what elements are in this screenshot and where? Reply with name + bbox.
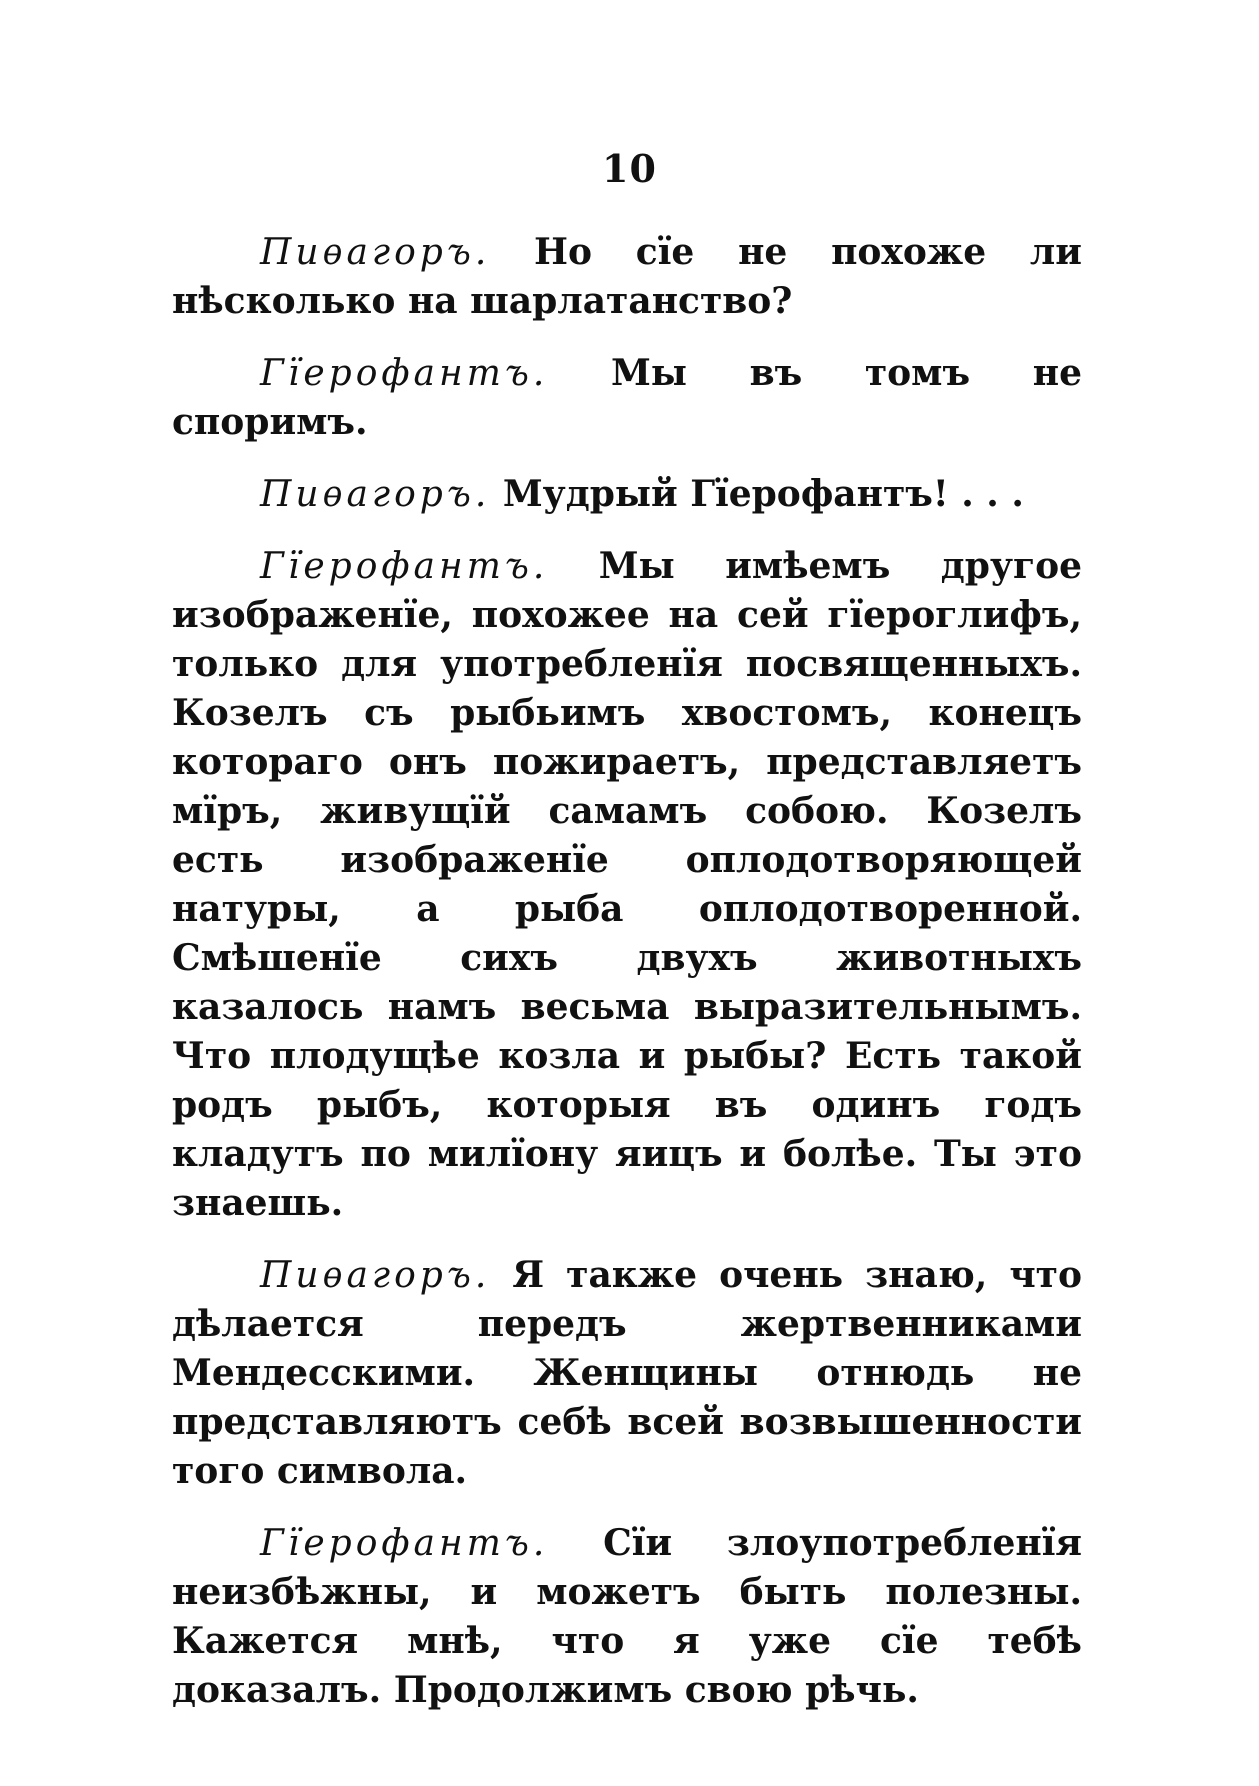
speech-text: Сїи злоупотребленїя неизбѣжны, и можетъ быть полезны. Кажется мнѣ, что я уже сїе тебѣ доказалъ. Продолжимъ свою рѣчь. [172, 1522, 1082, 1711]
speech-text: Мы въ томъ не споримъ. [172, 352, 1082, 443]
speaker-name: Гїерофантъ. [260, 353, 549, 394]
speech-text: Мудрый Гїерофантъ! . . . [490, 473, 1024, 515]
speaker-name: Пиѳагоръ. [260, 1255, 491, 1296]
speaker-name: Гїерофантъ. [260, 546, 549, 587]
dialogue-paragraph [172, 228, 1082, 326]
dialogue-paragraph [172, 1519, 1082, 1715]
speaker-name: Гїерофантъ. [260, 1523, 549, 1564]
dialogue-paragraph [172, 542, 1082, 1228]
page-number: 10 [602, 146, 657, 191]
dialogue-paragraph [172, 349, 1082, 447]
dialogue-text [172, 228, 1082, 1738]
speech-text: Мы имѣемъ другое изображенїе, похожее на сей гїероглифъ, только для употребленїя посвященныхъ. Козелъ съ рыбьимъ хвостомъ, конецъ котораго онъ пожираетъ, представляетъ мїръ, живущїй самамъ собою. Козелъ есть изображенїе оплодотворяющей натуры, а рыба оплодотворенной. Смѣшенїе сихъ двухъ животныхъ казалось намъ весьма выразительнымъ. Что плодущѣе козла и рыбы? Есть такой родъ рыбъ, которыя въ одинъ годъ кладутъ по милїону яицъ и болѣе. Ты это знаешь. [172, 545, 1082, 1224]
speaker-name: Пиѳагоръ. [260, 232, 491, 273]
dialogue-paragraph [172, 470, 1082, 519]
speaker-name: Пиѳагоръ. [260, 474, 491, 515]
speech-text: Я также очень знаю, что дѣлается передъ жертвенниками Мендесскими. Женщины отнюдь не представляютъ себѣ всей возвышенности того символа. [172, 1254, 1082, 1492]
dialogue-paragraph [172, 1251, 1082, 1496]
speech-text: Но сїе не похоже ли нѣсколько на шарлатанство? [172, 231, 1082, 322]
